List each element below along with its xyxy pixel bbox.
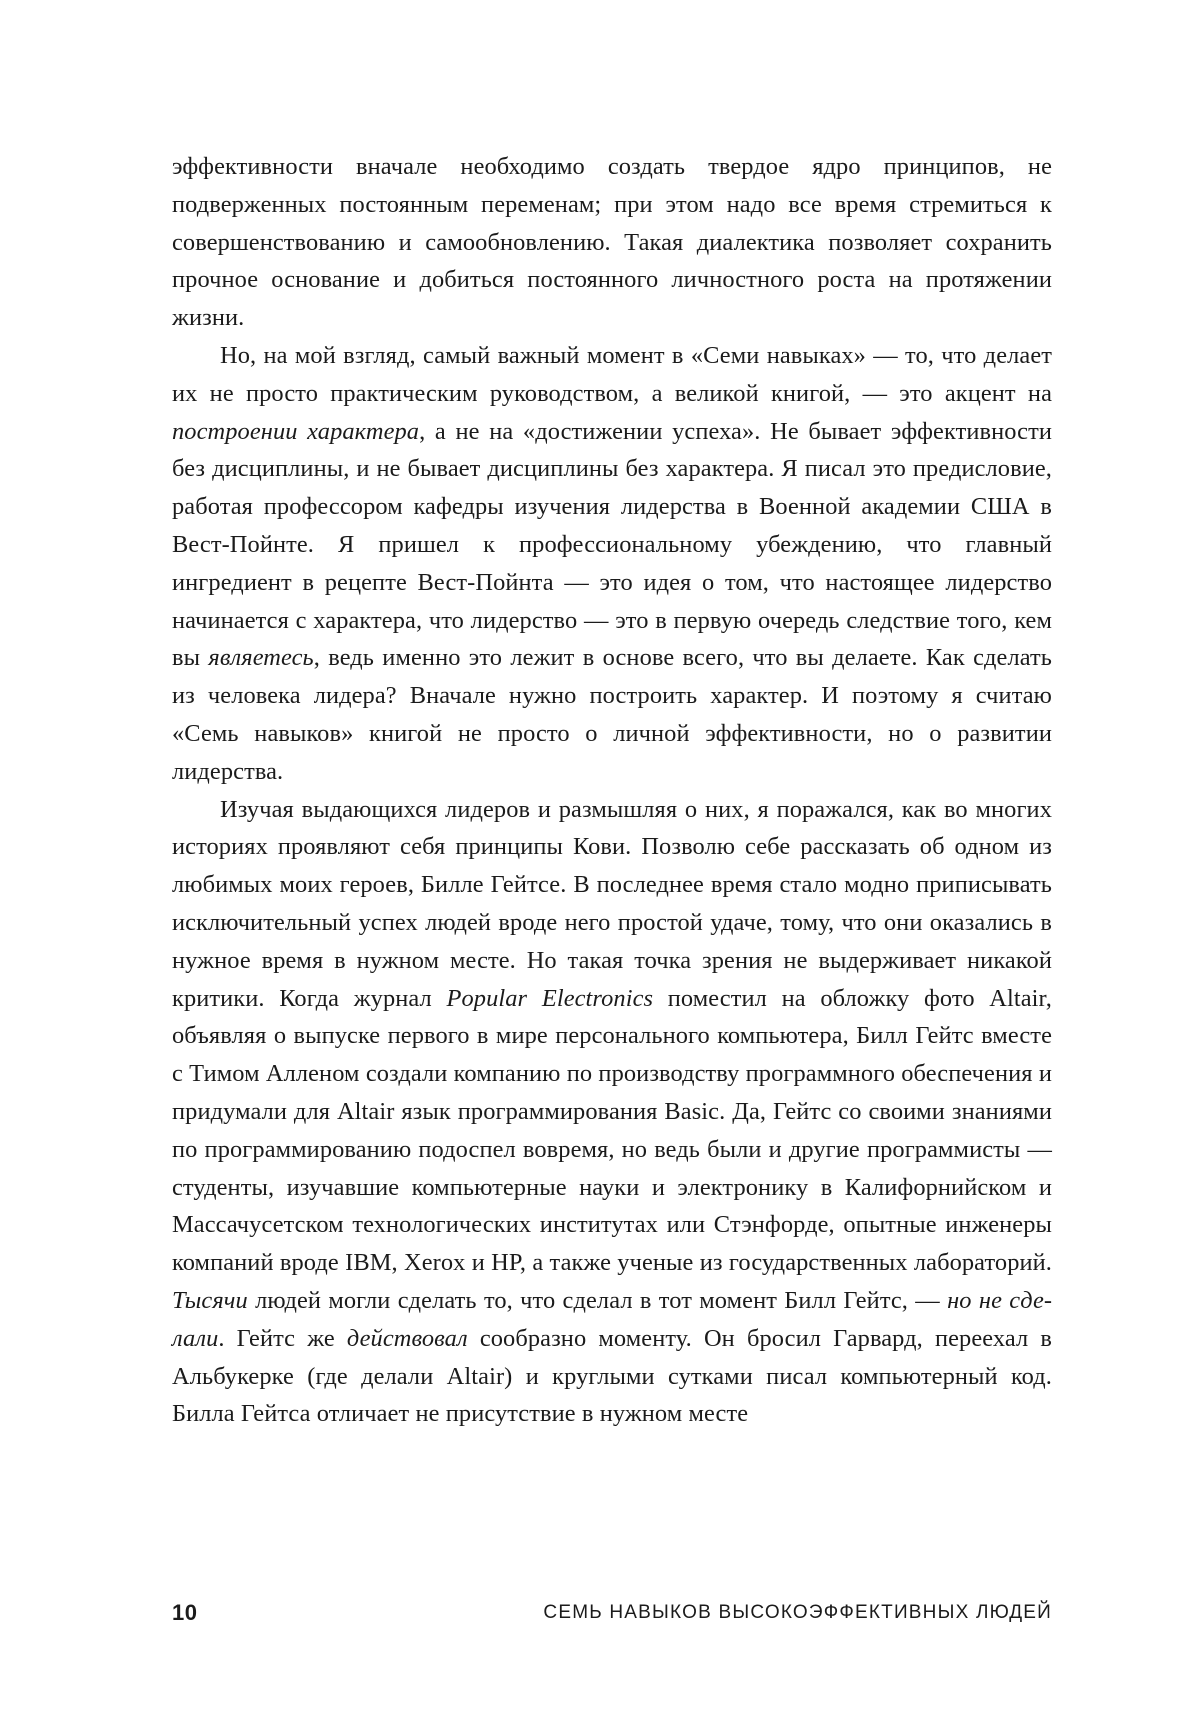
text-run: поместил на обложку фото Altair, объявляя о выпуске первого в мире персонального компьютера, Билл Гейтс вместе с Тимом Алленом создали компанию по производству программного обеспечения и придумали для Altair язык программирования Basic. Да, Гейтс со своими знаниями по программированию подоспел вовремя, но ведь были и другие программисты — студенты, изучавшие компьютерные науки и электронику в Калифорнийском и Массачусетском технологических институтах или Стэнфорде, опытные инженеры компаний вроде IBM, Xerox и HP, а также ученые из государственных лабораторий. bbox=[172, 984, 1052, 1277]
text-run: , а не на «достижении успеха». Не бывает эффективности без дисциплины, и не бывает дисциплины без характера. Я писал это предисловие, работая профессором кафедры изучения лидерства в Военной академии США в Вест-Пойнте. Я пришел к профессиональному убеждению, что главный ингредиент в рецепте Вест-Пойнта — это идея о том, что настоящее лидерство начинается с характера, что лидерство — это в первую очередь следствие того, кем вы bbox=[172, 417, 1052, 672]
italic-text: но не сделали bbox=[172, 1286, 1052, 1352]
text-run: . Гейтс же bbox=[218, 1324, 347, 1352]
text-run: эффективности вначале необходимо создать твердое ядро принципов, не подверженных постоянным переменам; при этом надо все время стремиться к совершенствованию и самообновлению. Такая диалектика позволяет сохранить прочное основание и добиться постоянного личностного роста на протяжении жизни. bbox=[172, 153, 1052, 332]
paragraph bbox=[172, 148, 1052, 337]
text-run: людей могли сделать то, что сделал в тот момент Билл Гейтс, — bbox=[247, 1286, 948, 1314]
text-run: Изучая выдающихся лидеров и размышляя о них, я поражался, как во многих историях проявляют себя принципы Кови. Позволю себе рассказать об одном из любимых моих героев, Билле Гейтсе. В последнее время стало модно приписывать исключительный успех людей вроде него простой удаче, тому, что они оказались в нужное время в нужном месте. Но такая точка зрения не выдерживает никакой критики. Когда журнал bbox=[172, 795, 1052, 1012]
text-run: сообразно моменту. Он бросил Гарвард, переехал в Альбукерке (где делали Altair) и круглыми сутками писал компьютерный код. Билла Гейтса отличает не присутствие в нужном месте bbox=[172, 1324, 1053, 1428]
text-run: , ведь именно это лежит в основе всего, что вы делаете. Как сделать из человека лидера? Вначале нужно построить характер. И поэтому я считаю «Семь навыков» книгой не просто о личной эффективности, но о развитии лидерства. bbox=[172, 644, 1052, 785]
italic-text: построении характера bbox=[172, 417, 420, 445]
italic-text: Popular Electronics bbox=[446, 984, 654, 1012]
text-run: Но, на мой взгляд, самый важный момент в «Семи навыках» — то, что делает их не просто практическим руководством, а великой книгой, — это акцент на bbox=[172, 341, 1052, 407]
running-title: СЕМЬ НАВЫКОВ ВЫСОКОЭФФЕКТИВНЫХ ЛЮДЕЙ bbox=[543, 1602, 1052, 1623]
paragraph bbox=[172, 337, 1052, 791]
italic-text: Тысячи bbox=[172, 1286, 248, 1314]
page-footer bbox=[172, 1600, 1052, 1640]
body-text bbox=[172, 148, 1052, 1433]
page-number: 10 bbox=[172, 1600, 198, 1625]
italic-text: являетесь bbox=[208, 644, 314, 672]
paragraph bbox=[172, 791, 1052, 1434]
italic-text: действовал bbox=[346, 1324, 468, 1352]
